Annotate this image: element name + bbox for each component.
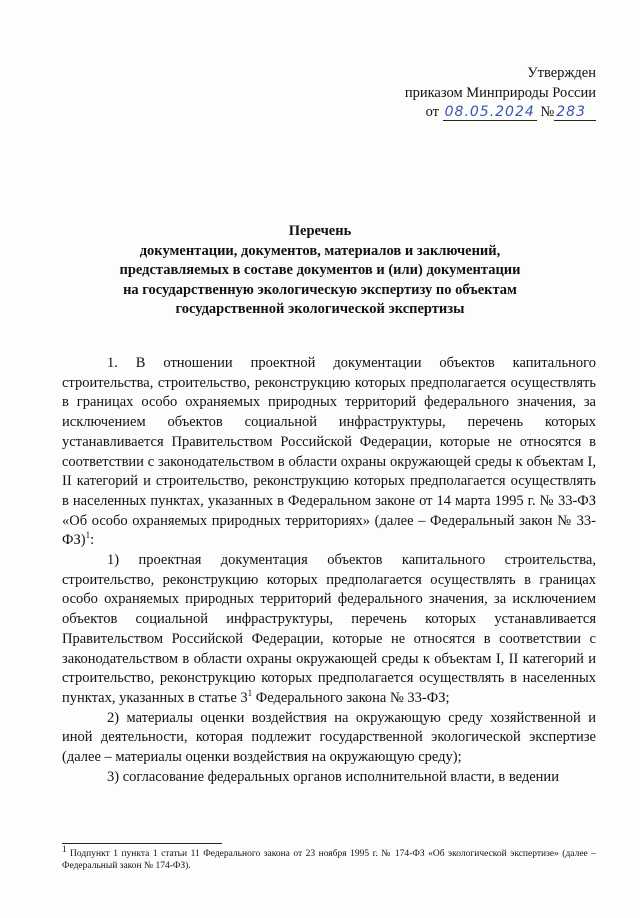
approval-number-sign: № [540, 104, 555, 120]
paragraph-item-3: 3) согласование федеральных органов исполнительной власти, в ведении [107, 768, 559, 785]
paragraph-1 [62, 354, 596, 551]
footnote-divider [62, 843, 222, 844]
paragraph-item-1 [62, 551, 596, 709]
title-line-1: Перечень [288, 223, 352, 239]
approval-line-order: приказом Минприроды России [404, 84, 596, 101]
title-line-3: представляемых в составе документов и (или) документации [119, 262, 521, 279]
footnote [62, 843, 596, 872]
paragraph-item-2: 2) материалы оценки воздействия на окружающую среду хозяйственной и иной деятельности, которая подлежит государственной экологической экспертизе (далее – материалы оценки воздействия на окружающую среду); [62, 709, 596, 766]
article-superscript: 1 [247, 688, 253, 699]
title-line-5: государственной экологической экспертизы [175, 301, 465, 318]
paragraph-1-text: 1. В отношении проектной документации объектов капитального строительства, строительство, реконструкцию которых предполагается осуществлять в границах особо охраняемых природных территорий федерального значения, за исключением объектов социальной инфраструктуры, перечень которых устанавливается Правительством Российской Федерации, которые не относятся в соответствии с законодательством в области охраны окружающей среды к объектам I, II категорий и строительство, реконструкцию которых предполагается осуществлять в населенных пунктах, указанных в Федеральном законе от 14 марта 1995 г. № 33-ФЗ «Об особо охраняемых природных территориях» (далее – Федеральный закон № 33-ФЗ) [62, 355, 596, 549]
approval-date-handwritten: 08.05.2024 [444, 104, 535, 120]
approval-number-handwritten: 283 [554, 104, 596, 121]
paragraph-1-end: : [90, 532, 95, 549]
item-1-text: 1) проектная документация объектов капитального строительства, строительство, реконструкцию которых предполагается осуществлять в границах особо охраняемых природных территорий федерального значения, за исключением объектов социальной инфраструктуры, перечень которых устанавливается Правительством Российской Федерации, которые не относятся в соответствии с законодательством в области охраны окружающей среды к объектам I, II категорий и строительство, реконструкцию которых предполагается осуществлять в населенных пунктах, указанных в статье 3 [62, 552, 596, 706]
title-line-4: на государственную экологическую экспертизу по объектам [123, 281, 517, 298]
document-title [60, 222, 580, 320]
approval-date-line [405, 103, 596, 123]
footnote-ref-1: 1 [85, 530, 91, 541]
approval-line-approved: Утвержден [527, 65, 596, 81]
approval-date-prefix: от [425, 104, 439, 120]
title-line-2: документации, документов, материалов и заключений, [139, 242, 501, 259]
footnote-text: Подпункт 1 пункта 1 статьи 11 Федерального закона от 23 ноября 1995 г. № 174-ФЗ «Об экологической экспертизе» (далее – Федеральный закон № 174-ФЗ). [62, 849, 596, 871]
document-body [62, 354, 596, 787]
item-1-end: Федерального закона № 33-ФЗ; [252, 689, 450, 706]
approval-stamp [405, 64, 596, 123]
footnote-marker: 1 [62, 843, 67, 854]
